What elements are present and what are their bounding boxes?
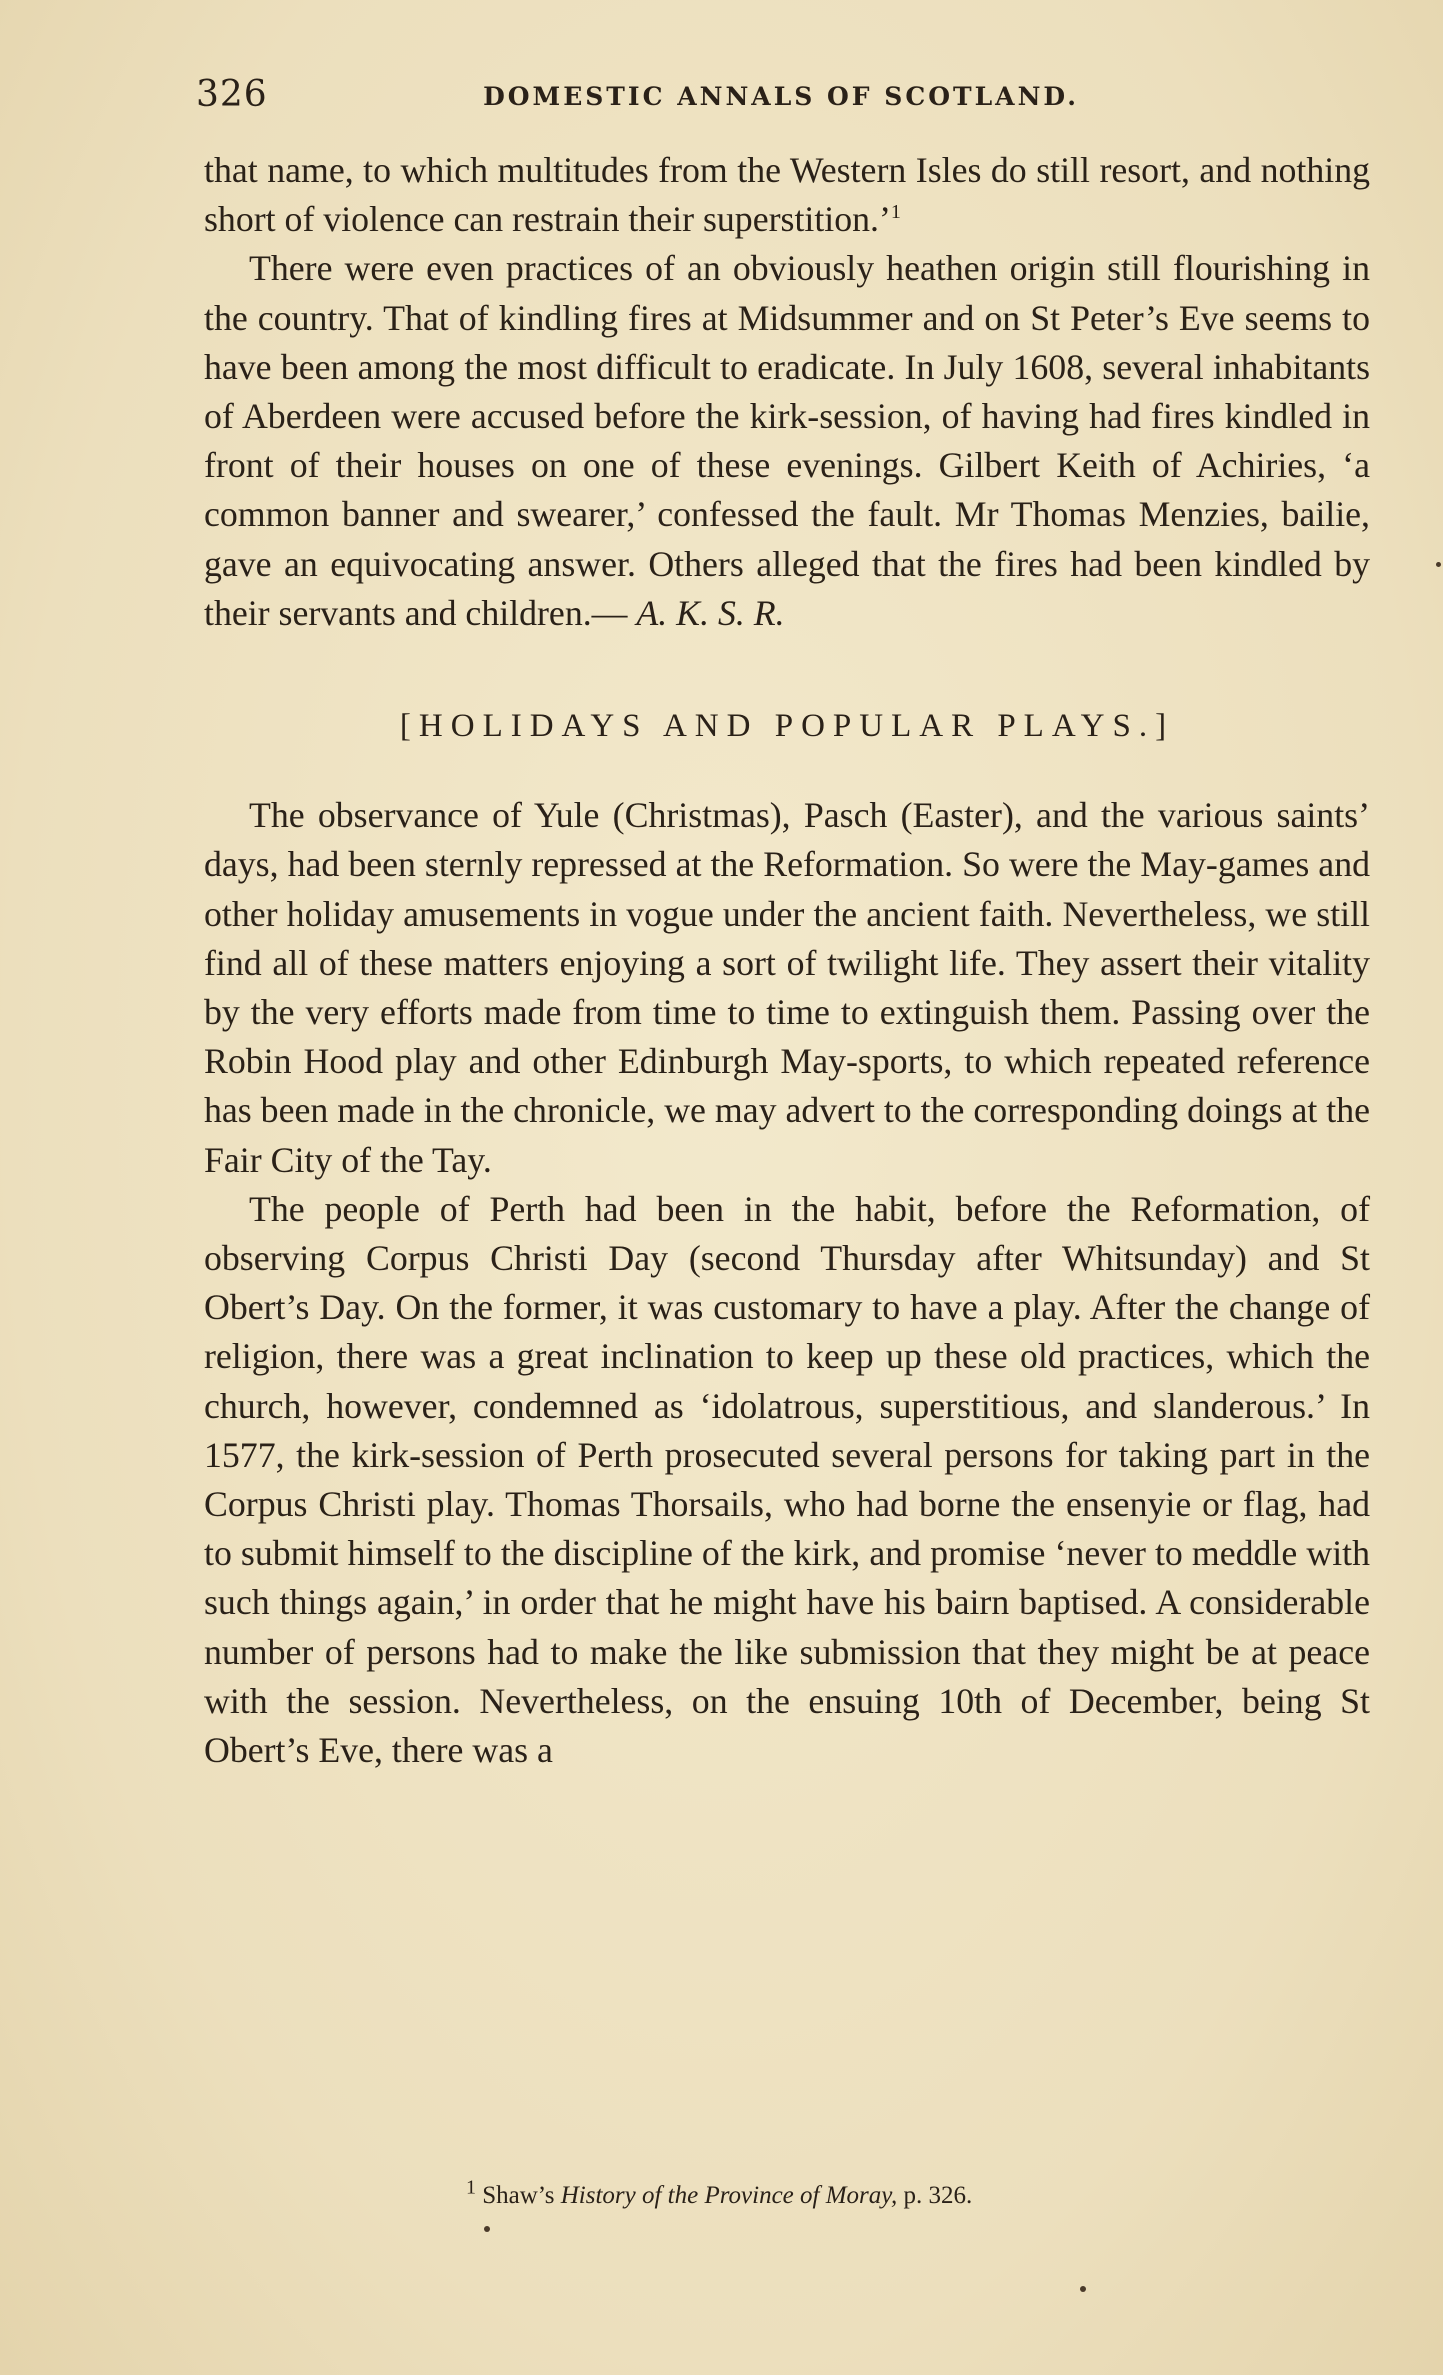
- paragraph-text: There were even practices of an obviously heathen origin still flourishing in the country. That of kindling fires at Midsummer and on St Peter’s Eve seems to have been among the most difficult to eradicate. In July 1608, several inhabitants of Aberdeen were accused before the kirk-session, of having had fires kindled in front of their houses on one of these evenings. Gilbert Keith of Achiries, ‘a common banner and swearer,’ confessed the fault. Mr Thomas Menzies, bailie, gave an equivocating answer. Others alleged that the fires had been kindled by their servants and children.—: [204, 248, 1370, 633]
- footnote-page: p. 326.: [903, 2182, 973, 2209]
- footnote: [466, 2176, 973, 2210]
- page-header: [196, 74, 1366, 124]
- paragraph-perth-plays: The people of Perth had been in the habit, before the Reformation, of observing Corpus Christi Day (second Thursday after Whitsunday) and St Obert’s Day. On the former, it was customary to have a play. After the change of religion, there was a great inclination to keep up these old practices, which the church, however, condemned as ‘idolatrous, superstitious, and slanderous.’ In 1577, the kirk-session of Perth prosecuted several persons for taking part in the Corpus Christi play. Thomas Thorsails, who had borne the ensenyie or flag, had to submit himself to the discipline of the kirk, and promise ‘never to meddle with such things again,’ in order that he might have his bairn baptised. A considerable number of persons had to make the like submission that they might be at peace with the session. Nevertheless, on the ensuing 10th of December, being St Obert’s Eve, there was a: [204, 1188, 1370, 1771]
- footnote-title: History of the Province of Moray,: [560, 2182, 898, 2209]
- paragraph-midsummer-fires: [204, 244, 1370, 638]
- source-reference: A. K. S. R.: [636, 592, 785, 633]
- ink-speck: [1436, 562, 1441, 567]
- body-text: [204, 146, 1370, 1775]
- ink-speck: [484, 2226, 490, 2232]
- ink-speck: [1080, 2286, 1086, 2292]
- paragraph-text: that name, to which multitudes from the Western Isles do still resort, and nothing short of violence can restrain their superstition.’: [204, 150, 1370, 240]
- footnote-mark: 1: [466, 2176, 476, 2199]
- footnote-reference: 1: [890, 201, 901, 224]
- page-number: 326: [196, 74, 268, 115]
- running-title: DOMESTIC ANNALS OF SCOTLAND.: [483, 82, 1079, 111]
- paragraph-continuation: [204, 146, 1370, 244]
- footnote-author: Shaw’s: [482, 2182, 555, 2209]
- section-heading: [HOLIDAYS AND POPULAR PLAYS.]: [399, 708, 1175, 745]
- paragraph-yule-observance: The observance of Yule (Christmas), Pasch (Easter), and the various saints’ days, had been sternly repressed at the Reformation. So were the May-games and other holiday amusements in vogue under the ancient faith. Nevertheless, we still find all of these matters enjoying a sort of twilight life. They assert their vitality by the very efforts made from time to time to extinguish them. Passing over the Robin Hood play and other Edinburgh May-sports, to which repeated reference has been made in the chronicle, we may advert to the corresponding doings at the Fair City of the Tay.: [204, 795, 1371, 1180]
